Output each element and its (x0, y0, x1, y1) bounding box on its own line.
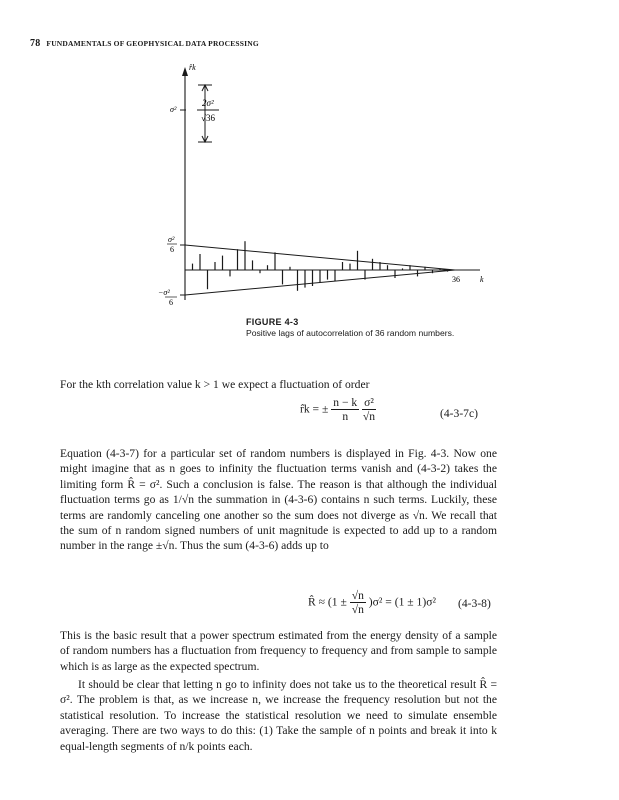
x-end-tick-label: 36 (452, 275, 460, 284)
paragraph-1: Equation (4-3-7) for a particular set of random numbers is displayed in Fig. 4-3. Now one might imagine that as n goes to infinity the fluctuation terms vanish and (4-3-2) takes the limiting form R̂ = σ². Such a conclusion is false. The reason is that although the individual fluctuation terms go as 1/√n the summation in (4-3-6) contains n such terms. Luckily, these terms are randomly canceling one another so the sum does not diverge as √n. We recall that the sum of n random signed numbers of unit magnitude is expected to add up to a random number in the range ±√n. Thus the sum (4-3-6) adds up to (60, 447, 497, 553)
eq8-rhs: )σ² = (1 ± 1)σ² (368, 595, 436, 609)
eq8-num: √n (351, 589, 364, 602)
bracket-denominator: √36 (201, 113, 215, 123)
intro-sentence: For the kth correlation value k > 1 we expect a fluctuation of order (60, 378, 370, 391)
running-title: FUNDAMENTALS OF GEOPHYSICAL DATA PROCESSING (46, 39, 259, 48)
eq8-number: (4-3-8) (458, 597, 491, 610)
equation-4-3-7c (300, 396, 376, 424)
eq7c-sig-num: σ² (364, 396, 374, 409)
pos-tick-num: σ² (168, 235, 175, 244)
x-axis-label: k (480, 275, 484, 284)
eq8-den: √n (351, 603, 364, 616)
y-axis-label: r̂k (189, 63, 196, 72)
pos-tick-den: 6 (170, 245, 174, 254)
eq7c-fraction (331, 396, 359, 424)
eq8-lhs: R̂ ≈ (1 ± (308, 595, 347, 609)
autocorrelation-figure (0, 0, 619, 360)
paragraph-2: This is the basic result that a power spectrum estimated from the energy density of a sample of random numbers has a fluctuation from frequency to frequency and from sample to sample which is as large as the expected spectrum. (60, 629, 497, 673)
eq7c-lhs: r̂k = ± (300, 402, 329, 416)
upper-envelope-line (185, 245, 455, 270)
y-axis-arrowhead (182, 67, 188, 76)
equation-4-3-8 (308, 589, 436, 617)
eq8-fraction (350, 589, 366, 617)
sigma2-label: σ² (170, 105, 177, 114)
neg-tick-den: 6 (169, 298, 173, 307)
eq7c-sig-den: √n (362, 410, 376, 423)
eq7c-den: n (342, 410, 349, 423)
neg-tick-num: −σ² (158, 288, 170, 297)
figure-caption: Positive lags of autocorrelation of 36 random numbers. (246, 328, 455, 338)
bracket-numerator: 2σ² (202, 98, 214, 108)
eq7c-number: (4-3-7c) (440, 407, 478, 420)
eq7c-num: n − k (333, 396, 358, 409)
eq7c-sigma-fraction (362, 396, 376, 424)
figure-label: FIGURE 4-3 (246, 317, 299, 327)
page-number: 78 (30, 38, 41, 49)
paragraph-3: It should be clear that letting n go to infinity does not take us to the theoretical result R̂ = σ². The problem is that, as we increase n, we increase the frequency resolution but not the statistical resolution. To increase the statistical resolution we need to simulate ensemble averaging. There are two ways to do this: (1) Take the sample of n points and break it into k equal-length segments of n/k points each. (60, 678, 497, 753)
